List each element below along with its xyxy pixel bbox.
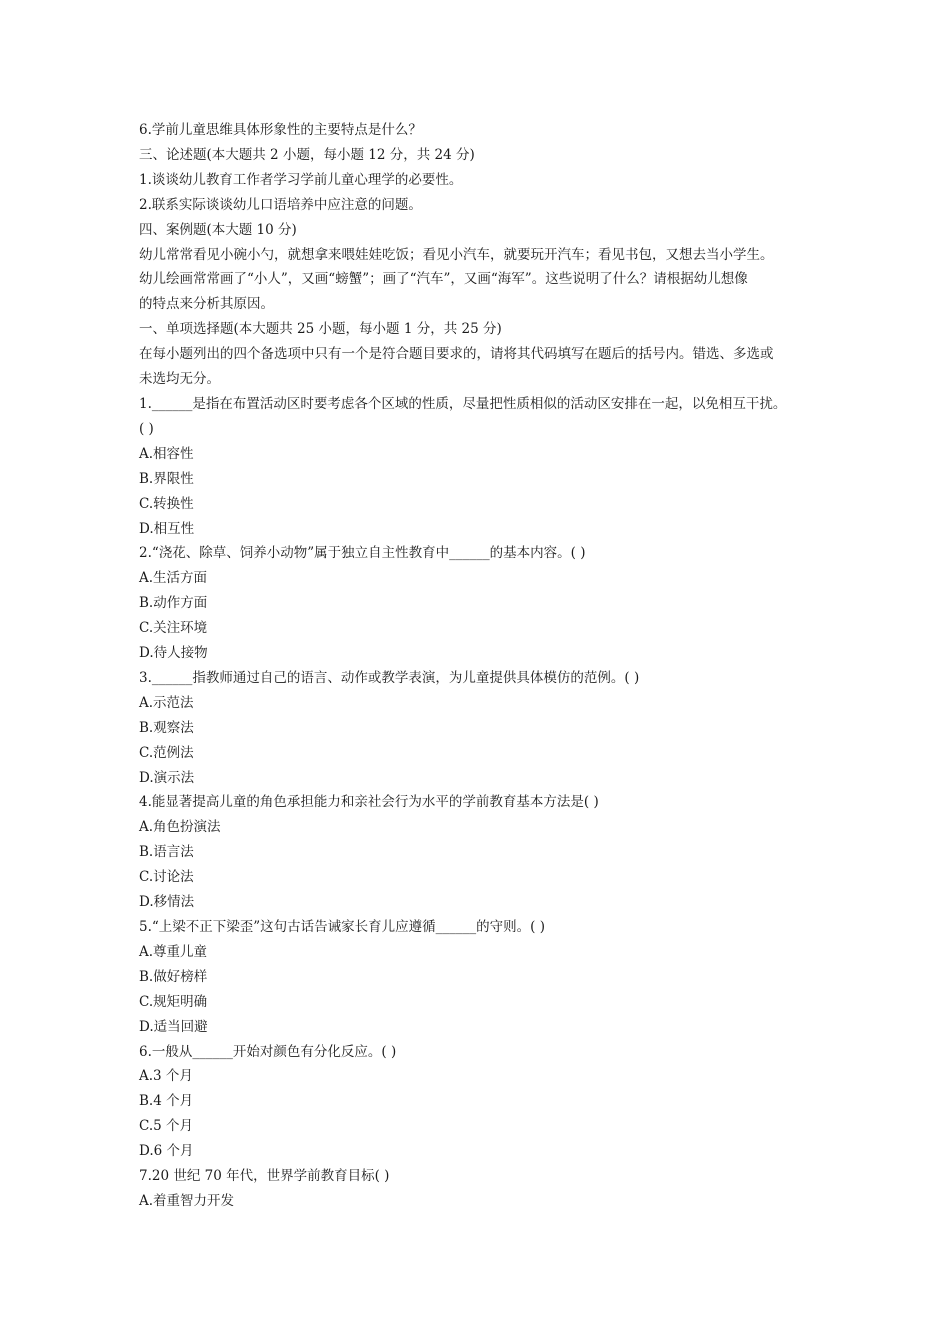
question-text: 5.“上梁不正下梁歪”这句古话告诫家长育儿应遵循______的守则。( ) [139,919,546,935]
option-text: D.演示法 [139,769,195,786]
text-line: 未选均无分。 [139,371,220,388]
question-text: 7.20 世纪 70 年代，世界学前教育目标( ) [139,1168,390,1185]
option-text: C.5 个月 [139,1118,194,1135]
text-line: 2.联系实际谈谈幼儿口语培养中应注意的问题。 [139,196,422,213]
text-line: 1.谈谈幼儿教育工作者学习学前儿童心理学的必要性。 [139,171,463,188]
option-text: C.关注环境 [139,620,208,637]
option-text: A.尊重儿童 [139,943,208,960]
option-text: D.待人接物 [139,645,208,662]
option-text: C.讨论法 [139,869,194,886]
option-text: D.6 个月 [139,1143,194,1160]
option-text: A.相容性 [139,445,194,462]
text-line: 的特点来分析其原因。 [139,296,274,313]
option-text: D.相互性 [139,520,195,537]
option-text: A.角色扮演法 [139,819,221,836]
document-body [139,118,819,1214]
text-line: ( ) [139,420,154,437]
option-text: B.动作方面 [139,595,208,612]
section-heading: 一、单项选择题(本大题共 25 小题，每小题 1 分，共 25 分) [139,321,502,338]
text-line: 6.学前儿童思维具体形象性的主要特点是什么？ [139,122,422,138]
option-text: B.界限性 [139,470,194,487]
option-text: A.3 个月 [139,1068,193,1085]
option-text: A.示范法 [139,694,194,711]
option-text: D.适当回避 [139,1018,208,1035]
text-line: 在每小题列出的四个备选项中只有一个是符合题目要求的，请将其代码填写在题后的括号内。错选、多选或 [139,346,774,363]
text-line: 幼儿常常看见小碗小勺，就想拿来喂娃娃吃饭；看见小汽车，就要玩开汽车；看见书包，又想去当小学生。 [139,246,774,263]
option-text: B.做好榜样 [139,968,208,985]
option-text: B.观察法 [139,719,194,736]
option-text: D.移情法 [139,894,195,911]
option-text: C.范例法 [139,744,194,761]
text-line: 幼儿绘画常常画了“小人”，又画“螃蟹”；画了“汽车”，又画“海军”。这些说明了什么？请根据幼儿想像 [139,271,748,288]
question-text: 3.______指教师通过自己的语言、动作或教学表演，为儿童提供具体模仿的范例。( ) [139,669,640,686]
question-text: 1.______是指在布置活动区时要考虑各个区域的性质，尽量把性质相似的活动区安排在一起，以免相互干扰。 [139,395,787,412]
section-heading: 四、案例题(本大题 10 分) [139,221,297,238]
question-text: 4.能显著提高儿童的角色承担能力和亲社会行为水平的学前教育基本方法是( ) [139,794,599,811]
question-text: 2.“浇花、除草、饲养小动物”属于独立自主性教育中______的基本内容。( ) [139,545,586,562]
question-text: 6.一般从______开始对颜色有分化反应。( ) [139,1043,397,1060]
section-heading: 三、论述题(本大题共 2 小题，每小题 12 分，共 24 分) [139,146,475,163]
option-text: C.转换性 [139,495,194,512]
option-text: B.4 个月 [139,1093,194,1110]
option-text: B.语言法 [139,844,194,861]
option-text: A.着重智力开发 [139,1192,235,1209]
option-text: C.规矩明确 [139,993,208,1010]
option-text: A.生活方面 [139,570,208,587]
